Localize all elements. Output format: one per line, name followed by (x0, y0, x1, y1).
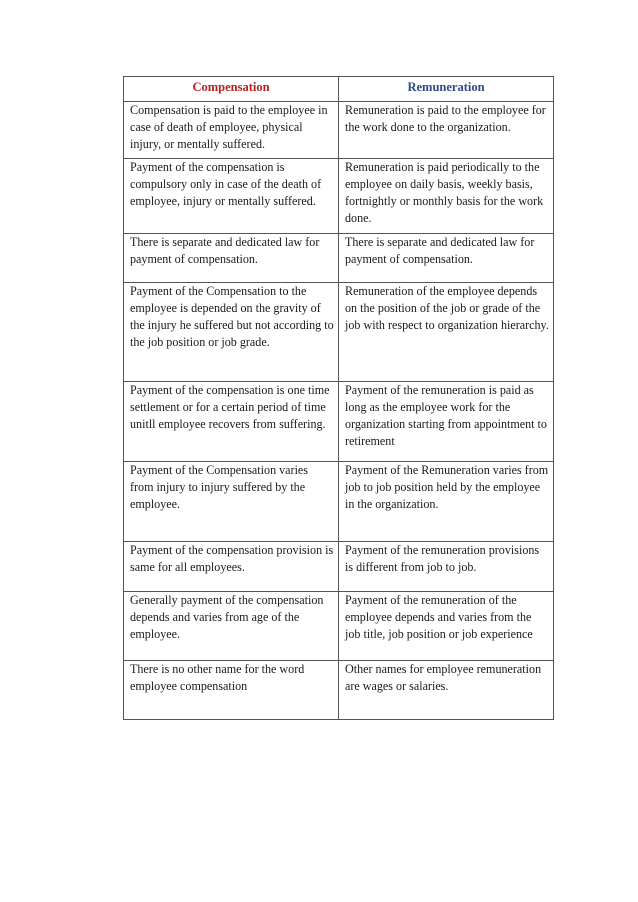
compensation-cell: Payment of the compensation is compulsory only in case of the death of employee, injury or mentally suffered. (124, 159, 339, 234)
remuneration-cell: Remuneration is paid to the employee for the work done to the organization. (339, 102, 554, 159)
compensation-cell: Payment of the Compensation varies from injury to injury suffered by the employee. (124, 462, 339, 542)
table-row (124, 592, 554, 661)
compensation-cell: Generally payment of the compensation depends and varies from age of the employee. (124, 592, 339, 661)
table-row (124, 102, 554, 159)
remuneration-cell: Other names for employee remuneration are wages or salaries. (339, 661, 554, 720)
table-row (124, 542, 554, 592)
remuneration-cell: Remuneration is paid periodically to the employee on daily basis, weekly basis, fortnightly or monthly basis for the work done. (339, 159, 554, 234)
remuneration-cell: Payment of the Remuneration varies from job to job position held by the employee in the organization. (339, 462, 554, 542)
compensation-cell: Payment of the Compensation to the employee is depended on the gravity of the injury he suffered but not according to the job position or job grade. (124, 283, 339, 382)
remuneration-cell: Payment of the remuneration provisions is different from job to job. (339, 542, 554, 592)
remuneration-cell: Payment of the remuneration of the employee depends and varies from the job title, job position or job experience (339, 592, 554, 661)
compensation-cell: There is no other name for the word employee compensation (124, 661, 339, 720)
compensation-cell: Compensation is paid to the employee in case of death of employee, physical injury, or mentally suffered. (124, 102, 339, 159)
table-row (124, 382, 554, 462)
compensation-cell: Payment of the compensation provision is same for all employees. (124, 542, 339, 592)
remuneration-cell: There is separate and dedicated law for payment of compensation. (339, 234, 554, 283)
compensation-cell: There is separate and dedicated law for payment of compensation. (124, 234, 339, 283)
table-row (124, 234, 554, 283)
header-row (124, 77, 554, 102)
compensation-header: Compensation (124, 77, 339, 102)
remuneration-cell: Remuneration of the employee depends on the position of the job or grade of the job with respect to organization hierarchy. (339, 283, 554, 382)
table-row (124, 159, 554, 234)
compensation-cell: Payment of the compensation is one time settlement or for a certain period of time unitll employee recovers from suffering. (124, 382, 339, 462)
comparison-table (123, 76, 554, 720)
remuneration-header: Remuneration (339, 77, 554, 102)
table-row (124, 283, 554, 382)
table-row (124, 462, 554, 542)
remuneration-cell: Payment of the remuneration is paid as long as the employee work for the organization starting from appointment to retirement (339, 382, 554, 462)
table-row (124, 661, 554, 720)
